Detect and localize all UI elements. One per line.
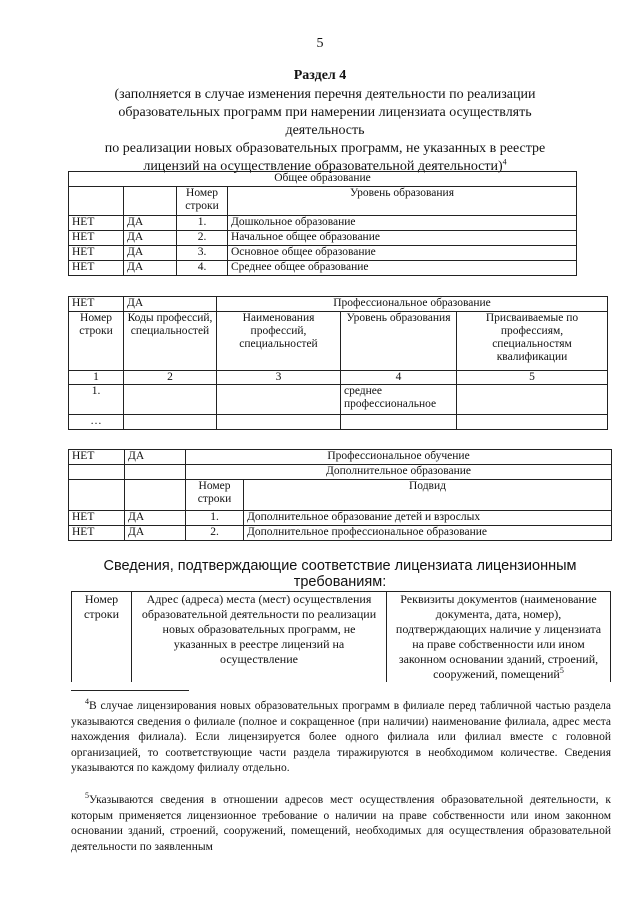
compliance-table	[71, 591, 611, 682]
footnote-mark: 5	[85, 791, 89, 801]
table-row: НЕТ ДА 4. Среднее общее образование	[69, 261, 577, 276]
col-codes: Коды профессий, специальностей	[124, 312, 217, 371]
additional-education-title: Дополнительное образование	[186, 465, 612, 480]
footnote-4: $^4$В случае лицензирования новых образовательных программ в филиале перед табличной частью раздела указываются сведения о филиале (полное и сокращенное (при наличии) наименование филиала, адрес места нахождения филиала). Если лицензируется более одного филиала или филиал вместе с головной организацией, то соответствующие части раздела тиражируются в необходимом количестве. Сведения указываются по каждому филиалу отдельно.	[71, 697, 611, 774]
general-education-title: Общее образование	[69, 172, 577, 187]
intro-line: (заполняется в случае изменения перечня деятельности по реализации	[114, 87, 536, 102]
col-names: Наименования профессий, специальностей	[217, 312, 341, 371]
intro-line: лицензий на осуществление образовательной деятельности)$^4$	[143, 157, 507, 174]
yes-option[interactable]: ДА	[125, 526, 186, 541]
col-qualifications: Присваиваемые по профессиям, специальностям квалификации	[457, 312, 608, 371]
table-row: НЕТ ДА 2. Начальное общее образование	[69, 231, 577, 246]
table-row: НЕТ ДА 3. Основное общее образование	[69, 246, 577, 261]
footnote-separator	[71, 690, 189, 691]
col-row-number: Номер строки	[177, 187, 228, 216]
section-title: Раздел 4	[293, 68, 347, 83]
footnote-mark: 4	[502, 157, 507, 167]
general-education-table	[68, 171, 577, 276]
footnote-mark: 5	[559, 666, 564, 675]
table-row: …	[69, 415, 608, 430]
no-option[interactable]: НЕТ	[69, 261, 124, 276]
yes-option[interactable]: ДА	[125, 450, 186, 465]
compliance-title: Сведения, подтверждающие соответствие лицензиата лицензионным требованиям:	[103, 558, 577, 590]
col-row-number: Номер строки	[186, 480, 244, 511]
table-row: НЕТ ДА 1. Дополнительное образование детей и взрослых	[69, 511, 612, 526]
no-option[interactable]: НЕТ	[69, 450, 125, 465]
no-option[interactable]: НЕТ	[69, 216, 124, 231]
yes-option[interactable]: ДА	[124, 231, 177, 246]
additional-education-table	[68, 449, 612, 541]
page-number: 5	[316, 36, 324, 51]
col-address: Адрес (адреса) места (мест) осуществления образовательной деятельности по реализации новых образовательных программ, не указанных в реестре лицензий на осуществление	[132, 592, 387, 683]
section-intro	[90, 86, 560, 176]
table-row: НЕТ ДА 2. Дополнительное профессиональное образование	[69, 526, 612, 541]
yes-option[interactable]: ДА	[125, 511, 186, 526]
footnote-5: $^5$Указываются сведения в отношении адресов мест осуществления образовательной деятельности, к которым применяется лицензионное требование о наличии на праве собственности или ином законном основании зданий, строений, сооружений, помещений, необходимых для осуществления образовательной деятельности по заявленным	[71, 791, 611, 853]
vocational-training-title: Профессиональное обучение	[186, 450, 612, 465]
col-subtype: Подвид	[244, 480, 612, 511]
no-option[interactable]: НЕТ	[69, 526, 125, 541]
no-option[interactable]: НЕТ	[69, 246, 124, 261]
col-documents: Реквизиты документов (наименование документа, дата, номер), подтверждающих наличие у лицензиата на праве собственности или ином законном основании зданий, строений, сооружений, помещений$^5$	[387, 592, 611, 683]
col-row-number: Номер строки	[69, 312, 124, 371]
intro-line: по реализации новых образовательных программ, не указанных в реестре	[104, 141, 546, 156]
no-option[interactable]: НЕТ	[69, 297, 124, 312]
yes-option[interactable]: ДА	[124, 261, 177, 276]
col-level: Уровень образования	[341, 312, 457, 371]
no-option[interactable]: НЕТ	[69, 231, 124, 246]
table-row: НЕТ ДА 1. Дошкольное образование	[69, 216, 577, 231]
no-option[interactable]: НЕТ	[69, 511, 125, 526]
table-row: 1. среднее профессиональное	[69, 385, 608, 415]
intro-line: образовательных программ при намерении лицензиата осуществлять деятельность	[118, 105, 532, 138]
footnote-mark: 4	[85, 697, 89, 707]
col-row-number: Номер строки	[72, 592, 132, 683]
professional-education-table: НЕТ ДА Профессиональное образование Номер строки Коды профессий, специальностей Наименования профессий, специальностей Уровень образования Присваиваемые по профессиям, специальностям квалификации 1 2 3 4 5 1. среднее профессиональное …	[68, 296, 608, 430]
yes-option[interactable]: ДА	[124, 216, 177, 231]
yes-option[interactable]: ДА	[124, 297, 217, 312]
professional-education-title: Профессиональное образование	[217, 297, 608, 312]
yes-option[interactable]: ДА	[124, 246, 177, 261]
col-level: Уровень образования	[228, 187, 577, 216]
